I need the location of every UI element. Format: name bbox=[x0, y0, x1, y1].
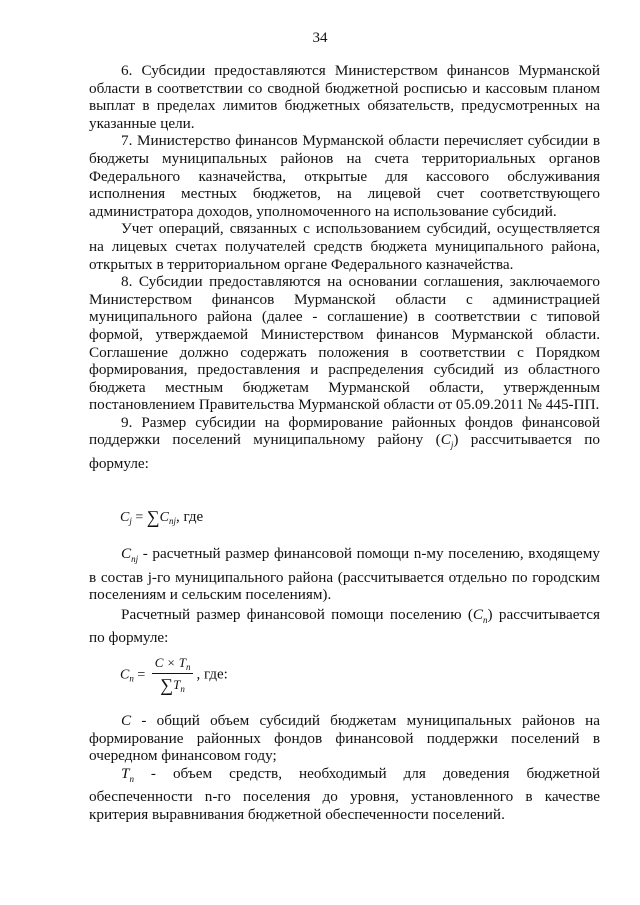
paragraph-9-symbol: C bbox=[440, 431, 451, 449]
cnj-definition bbox=[89, 545, 600, 647]
cnj-paragraph bbox=[89, 545, 600, 604]
def-c bbox=[89, 712, 600, 765]
def-t-sub: n bbox=[129, 773, 134, 784]
formula-cj-rhs: C bbox=[159, 510, 169, 525]
def-t bbox=[89, 765, 600, 824]
sum-icon: ∑ bbox=[146, 507, 160, 527]
paragraph-9 bbox=[89, 414, 600, 473]
formula-cn-lhs-sub: n bbox=[129, 673, 134, 684]
formula-cn-lhs: C bbox=[120, 667, 130, 683]
formula-cj-lhs: C bbox=[120, 510, 130, 525]
formula-cj-where: , где bbox=[175, 509, 204, 525]
def-c-symbol: C bbox=[121, 712, 132, 729]
paragraph-6: 6. Субсидии предоставляются Министерством финансов Мурманской области в соответствии со сводной бюджетной росписью и кассовым планом выплат в пределах лимитов бюджетных обязательств, предусмотренных на указанные цели. bbox=[89, 62, 600, 132]
paragraph-8: 8. Субсидии предоставляются на основании соглашения, заключаемого Министерством финансов Мурманской области с администрацией муниципального района (далее - соглашение) в соответствии с типовой формой, утверждаемой Министерством финансов Мурманской области. Соглашение должно содержать положения в соответствии с Порядком формирования, предоставления и распределения субсидий из областного бюджета местным бюджетам Мурманской области, утвержденным постановлением Правительства Мурманской области от 05.09.2011 № 445-ПП. bbox=[89, 273, 600, 414]
cn-para-sub: n bbox=[483, 614, 488, 625]
paragraph-accounting: Учет операций, связанных с использованием субсидий, осуществляется на лицевых счетах получателей средств бюджета муниципального района, открытых в территориальном органе Федерального казначейства. bbox=[89, 220, 600, 273]
formula-cn-eq: = bbox=[133, 667, 149, 683]
cnj-symbol-sub: nj bbox=[131, 554, 139, 565]
paragraph-9-text: 9. Размер субсидии на формирование районных фондов финансовой поддержки поселений муниципальному району ( bbox=[89, 413, 600, 449]
formula-cj-lhs-sub: j bbox=[129, 516, 132, 526]
sum-icon: ∑ bbox=[160, 675, 174, 695]
cn-para-symbol: C bbox=[472, 605, 484, 623]
numerator-text: C × T bbox=[154, 655, 186, 670]
formula-cn-denominator bbox=[152, 674, 194, 696]
denominator-text: T bbox=[173, 677, 181, 692]
def-c-text: - общий объем субсидий бюджетам муниципальных районов на формирование районных фондов финансовой поддержки поселений в очередном финансовом году; bbox=[89, 712, 600, 765]
cn-para-end: ) рассчитывается по формуле: bbox=[89, 605, 600, 647]
paragraph-9-symbol-sub: j bbox=[450, 440, 454, 451]
cn-para-start: Расчетный размер финансовой помощи поселению ( bbox=[121, 605, 473, 623]
def-t-text: - объем средств, необходимый для доведения бюджетной обеспеченности n-го поселения до уровня, установленного в качестве критерия выравнивания бюджетной обеспеченности поселений. bbox=[89, 764, 600, 823]
formula-cj bbox=[120, 507, 203, 528]
formula-cj-eq: = bbox=[131, 510, 147, 525]
def-t-symbol: T bbox=[121, 764, 130, 782]
cnj-symbol: C bbox=[121, 545, 132, 562]
numerator-sub: n bbox=[185, 662, 191, 672]
formula-cn-fraction bbox=[152, 655, 194, 696]
formula-cn bbox=[120, 655, 228, 696]
definitions-block bbox=[89, 712, 600, 824]
page-number: 34 bbox=[312, 30, 328, 46]
formula-cn-where: , где: bbox=[196, 666, 228, 683]
paragraph-7: 7. Министерство финансов Мурманской области перечисляет субсидии в бюджеты муниципальных районов на счета территориальных органов Федерального казначейства, открытые для кассового обслуживания исполнения местных бюджетов, на лицевой счет соответствующего администратора доходов, уполномоченного на использование субсидий. bbox=[89, 132, 600, 220]
denominator-sub: n bbox=[180, 684, 185, 694]
formula-cj-rhs-sub: nj bbox=[168, 516, 176, 526]
paragraph-9-end: ) рассчитывается по формуле: bbox=[89, 431, 600, 473]
body-text-top bbox=[89, 62, 600, 473]
cn-paragraph bbox=[89, 606, 600, 647]
cnj-text: - расчетный размер финансовой помощи n-му поселению, входящему в состав j-го муниципального района (рассчитывается отдельно по городским поселениям и сельским поселениям). bbox=[89, 545, 600, 604]
formula-cn-numerator bbox=[152, 655, 194, 674]
